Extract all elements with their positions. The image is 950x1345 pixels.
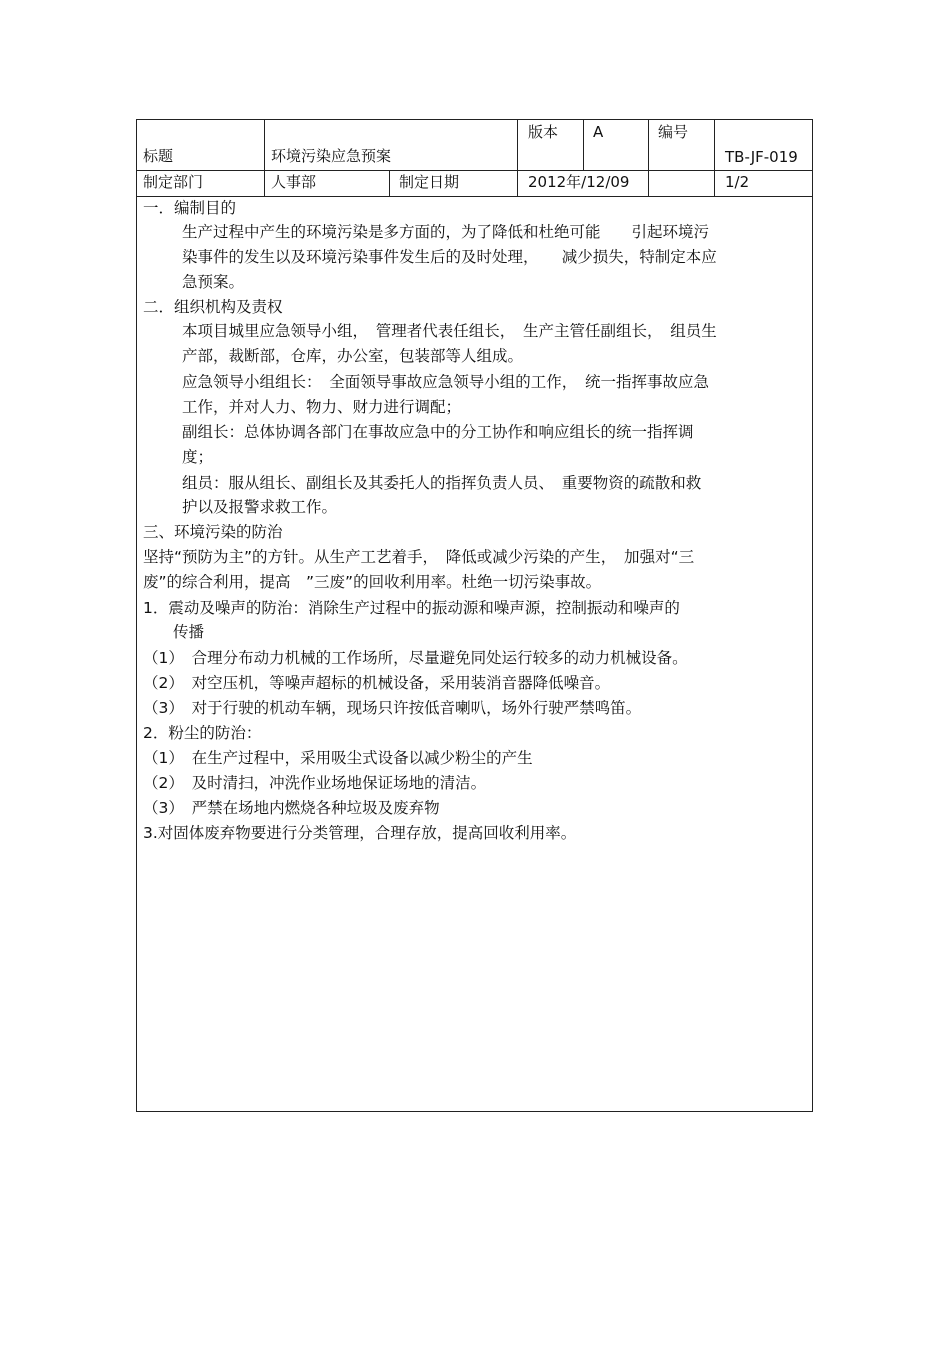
col-divider: [264, 120, 265, 196]
list-item: 3.对固体废弃物要进行分类管理，合理存放，提高回收利用率。: [143, 824, 577, 842]
paragraph-line: 护以及报警求救工作。: [182, 498, 338, 516]
version-label: 版本: [528, 123, 559, 141]
list-item: （1） 在生产过程中，采用吸尘式设备以减少粉尘的产生: [143, 749, 533, 767]
paragraph-line: 产部，裁断部，仓库，办公室，包装部等人组成。: [182, 347, 524, 365]
list-item: 传播: [173, 623, 205, 641]
list-item: （1） 合理分布动力机械的工作场所，尽量避免同处运行较多的动力机械设备。: [143, 649, 688, 667]
paragraph-line: 急预案。: [182, 273, 245, 291]
paragraph-line: 本项目城里应急领导小组， 管理者代表任组长， 生产主管任副组长， 组员生: [182, 322, 717, 340]
paragraph-line: 组员：服从组长、副组长及其委托人的指挥负责人员、 重要物资的疏散和救: [182, 474, 702, 492]
date-label: 制定日期: [399, 173, 460, 191]
row-divider: [137, 196, 812, 197]
row-divider: [137, 170, 812, 171]
paragraph-line: 度；: [182, 448, 214, 466]
paragraph-line: 染事件的发生以及环境污染事件发生后的及时处理， 减少损失，特制定本应: [182, 248, 717, 266]
paragraph-line: 副组长：总体协调各部门在事故应急中的分工协作和响应组长的统一指挥调: [182, 423, 694, 441]
list-item: （2） 对空压机，等噪声超标的机械设备，采用装消音器降低噪音。: [143, 674, 611, 692]
title-label: 标题: [143, 147, 174, 165]
col-divider: [583, 120, 584, 170]
paragraph-line: 废”的综合利用，提高 ”三废”的回收利用率。杜绝一切污染事故。: [143, 573, 602, 591]
list-item: （3） 对于行驶的机动车辆，现场只许按低音喇叭，场外行驶严禁鸣笛。: [143, 699, 642, 717]
paragraph-line: 生产过程中产生的环境污染是多方面的，为了降低和杜绝可能 引起环境污: [182, 223, 710, 241]
date-value: 2012年/12/09: [528, 173, 630, 191]
dept-label: 制定部门: [143, 173, 204, 191]
list-item: （2） 及时清扫，冲洗作业场地保证场地的清洁。: [143, 774, 487, 792]
list-item: （3） 严禁在场地内燃烧各种垃圾及废弃物: [143, 799, 440, 817]
dept-value: 人事部: [271, 173, 317, 191]
col-divider: [389, 170, 390, 196]
paragraph-line: 应急领导小组组长： 全面领导事故应急领导小组的工作， 统一指挥事故应急: [182, 373, 710, 391]
section-3-title: 三、环境污染的防治: [143, 523, 283, 541]
section-2-title: 二．组织机构及责权: [143, 298, 283, 316]
number-value: TB-JF-019: [725, 148, 798, 166]
section-1-title: 一．编制目的: [143, 199, 237, 217]
paragraph-line: 工作，并对人力、物力、财力进行调配；: [182, 398, 462, 416]
col-divider: [648, 120, 649, 196]
col-divider: [714, 120, 715, 196]
number-label: 编号: [658, 123, 689, 141]
list-item: 1．震动及噪声的防治：消除生产过程中的振动源和噪声源，控制振动和噪声的: [143, 599, 680, 617]
page-number: 1/2: [725, 173, 750, 191]
list-item: 2．粉尘的防治：: [143, 724, 262, 742]
version-value: A: [593, 123, 604, 141]
col-divider: [517, 120, 518, 196]
paragraph-line: 坚持“预防为主”的方针。从生产工艺着手， 降低或减少污染的产生， 加强对“三: [143, 548, 695, 566]
title-value: 环境污染应急预案: [271, 147, 392, 165]
document-table: [136, 119, 813, 1112]
